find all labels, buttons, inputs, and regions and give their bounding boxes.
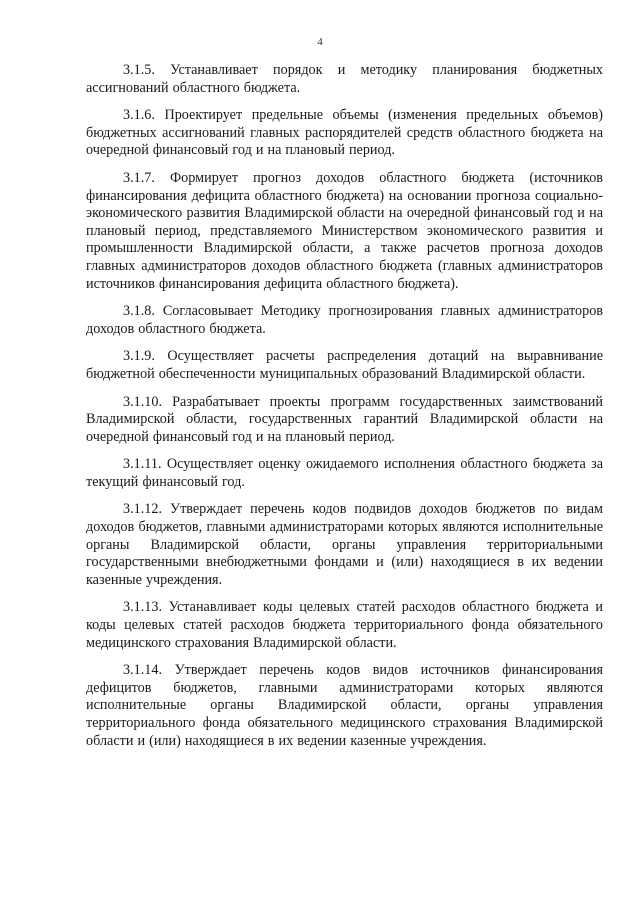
paragraph-3-1-5: 3.1.5. Устанавливает порядок и методику планирования бюджетных ассигнований областного бюджета. (86, 62, 603, 96)
paragraph-3-1-12: 3.1.12. Утверждает перечень кодов подвидов доходов бюджетов по видам доходов бюджетов, главными администраторами которых являются исполнительные органы Владимирской области, органы управления территориальными государственными внебюджетными фондами и (или) находящиеся в их ведении казенные учреждения. (86, 501, 603, 588)
document-body (86, 62, 603, 760)
paragraph-3-1-10: 3.1.10. Разрабатывает проекты программ государственных заимствований Владимирской области, государственных гарантий Владимирской области на очередной финансовый год и на плановый период. (86, 393, 603, 445)
paragraph-3-1-13: 3.1.13. Устанавливает коды целевых статей расходов областного бюджета и коды целевых статей расходов бюджета территориального фонда обязательного медицинского страхования Владимирской области. (86, 599, 603, 651)
paragraph-3-1-8: 3.1.8. Согласовывает Методику прогнозирования главных администраторов доходов областного бюджета. (86, 303, 603, 337)
page-number: 4 (317, 36, 323, 48)
paragraph-3-1-11: 3.1.11. Осуществляет оценку ожидаемого исполнения областного бюджета за текущий финансовый год. (86, 456, 603, 490)
paragraph-3-1-7: 3.1.7. Формирует прогноз доходов областного бюджета (источников финансирования дефицита областного бюджета) на основании прогноза социально-экономического развития Владимирской области на очередной финансовый год и на плановый период, представляемого Министерством экономического развития и промышленности Владимирской области, а также расчетов прогноза доходов главных администраторов доходов областного бюджета (главных администраторов источников финансирования дефицита областного бюджета). (86, 169, 603, 292)
paragraph-3-1-6: 3.1.6. Проектирует предельные объемы (изменения предельных объемов) бюджетных ассигнований главных распорядителей средств областного бюджета на очередной финансовый год и на плановый период. (86, 107, 603, 159)
paragraph-3-1-9: 3.1.9. Осуществляет расчеты распределения дотаций на выравнивание бюджетной обеспеченности муниципальных образований Владимирской области. (86, 348, 603, 382)
paragraph-3-1-14: 3.1.14. Утверждает перечень кодов видов источников финансирования дефицитов бюджетов, главными администраторами которых являются исполнительные органы Владимирской области, органы управления территориального фонда обязательного медицинского страхования Владимирской области и (или) находящиеся в их ведении казенные учреждения. (86, 662, 603, 749)
